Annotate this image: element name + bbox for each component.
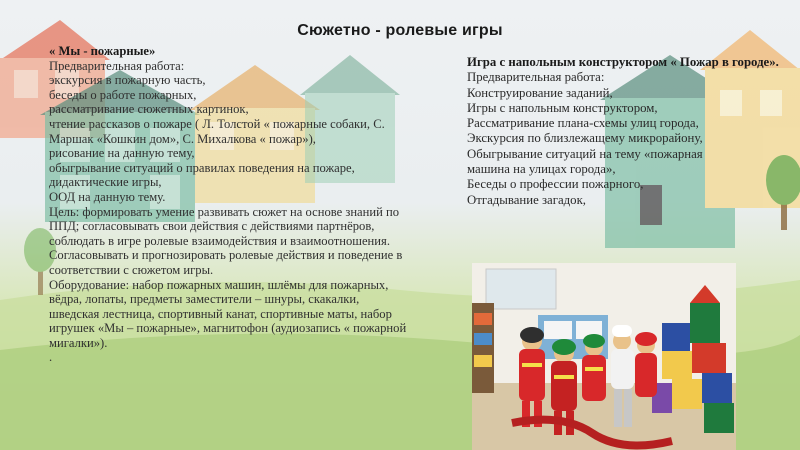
right-line: Отгадывание загадок,: [467, 192, 586, 207]
left-line: вёдра, лопаты, предметы заместители – шнуры, скакалки,: [49, 292, 360, 307]
left-line: экскурсия в пожарную часть,: [49, 73, 206, 88]
left-line: .: [49, 350, 53, 365]
right-line: Предварительная работа:: [467, 70, 605, 85]
left-text-block: [49, 44, 444, 365]
right-heading: Игра с напольным конструктором « Пожар в городе».: [467, 55, 779, 69]
children-playing-photo: [472, 263, 736, 450]
right-line: Рассматривание плана-схемы улиц города,: [467, 116, 699, 131]
left-line: рисование на данную тему,: [49, 146, 195, 161]
left-line: Предварительная работа:: [49, 58, 185, 73]
left-line: шведская лестница, спортивный канат, спортивные маты, набор: [49, 306, 392, 321]
right-line: Беседы о профессии пожарного,: [467, 177, 644, 192]
right-text-block: [467, 55, 787, 208]
left-line: соответствии с сюжетом игры.: [49, 262, 214, 277]
right-line: Экскурсия по близлежащему микрорайону,: [467, 131, 703, 146]
slide-title: Сюжетно - ролевые игры: [297, 22, 503, 39]
left-line: дидактические игры,: [49, 175, 162, 190]
left-line: ООД на данную тему.: [49, 189, 166, 204]
right-line: Обыгрывание ситуаций на тему «пожарная: [467, 146, 703, 161]
left-line: Маршак «Кошкин дом», С. Михалкова « пожар»),: [49, 131, 316, 146]
left-line: ППД; согласовывать свои действия с действиями партнёров,: [49, 219, 375, 234]
left-line: беседы о работе пожарных,: [49, 87, 197, 102]
left-line: обыгрывание ситуаций о правилах поведения на пожаре,: [49, 160, 355, 175]
right-line: Игры с напольным конструктором,: [467, 100, 658, 115]
left-line: соблюдать в игре ролевые взаимодействия и взаимоотношения.: [49, 233, 390, 248]
left-heading: « Мы - пожарные»: [49, 44, 156, 58]
right-line: машина на улицах города»,: [467, 162, 616, 177]
left-line: Согласовывать и прогнозировать ролевые действия и поведение в: [49, 248, 403, 263]
left-line: Оборудование: набор пожарных машин, шлёмы для пожарных,: [49, 277, 389, 292]
left-line: мигалки»).: [49, 335, 108, 350]
right-line: Конструирование заданий,: [467, 85, 613, 100]
left-line: Цель: формировать умение развивать сюжет на основе знаний по: [49, 204, 400, 219]
left-line: игрушек «Мы – пожарные», магнитофон (аудиозапись « пожарной: [49, 321, 407, 336]
left-line: чтение рассказов о пожаре ( Л. Толстой « пожарные собаки, С.: [49, 116, 385, 131]
left-line: рассматривание сюжетных картинок,: [49, 102, 249, 117]
